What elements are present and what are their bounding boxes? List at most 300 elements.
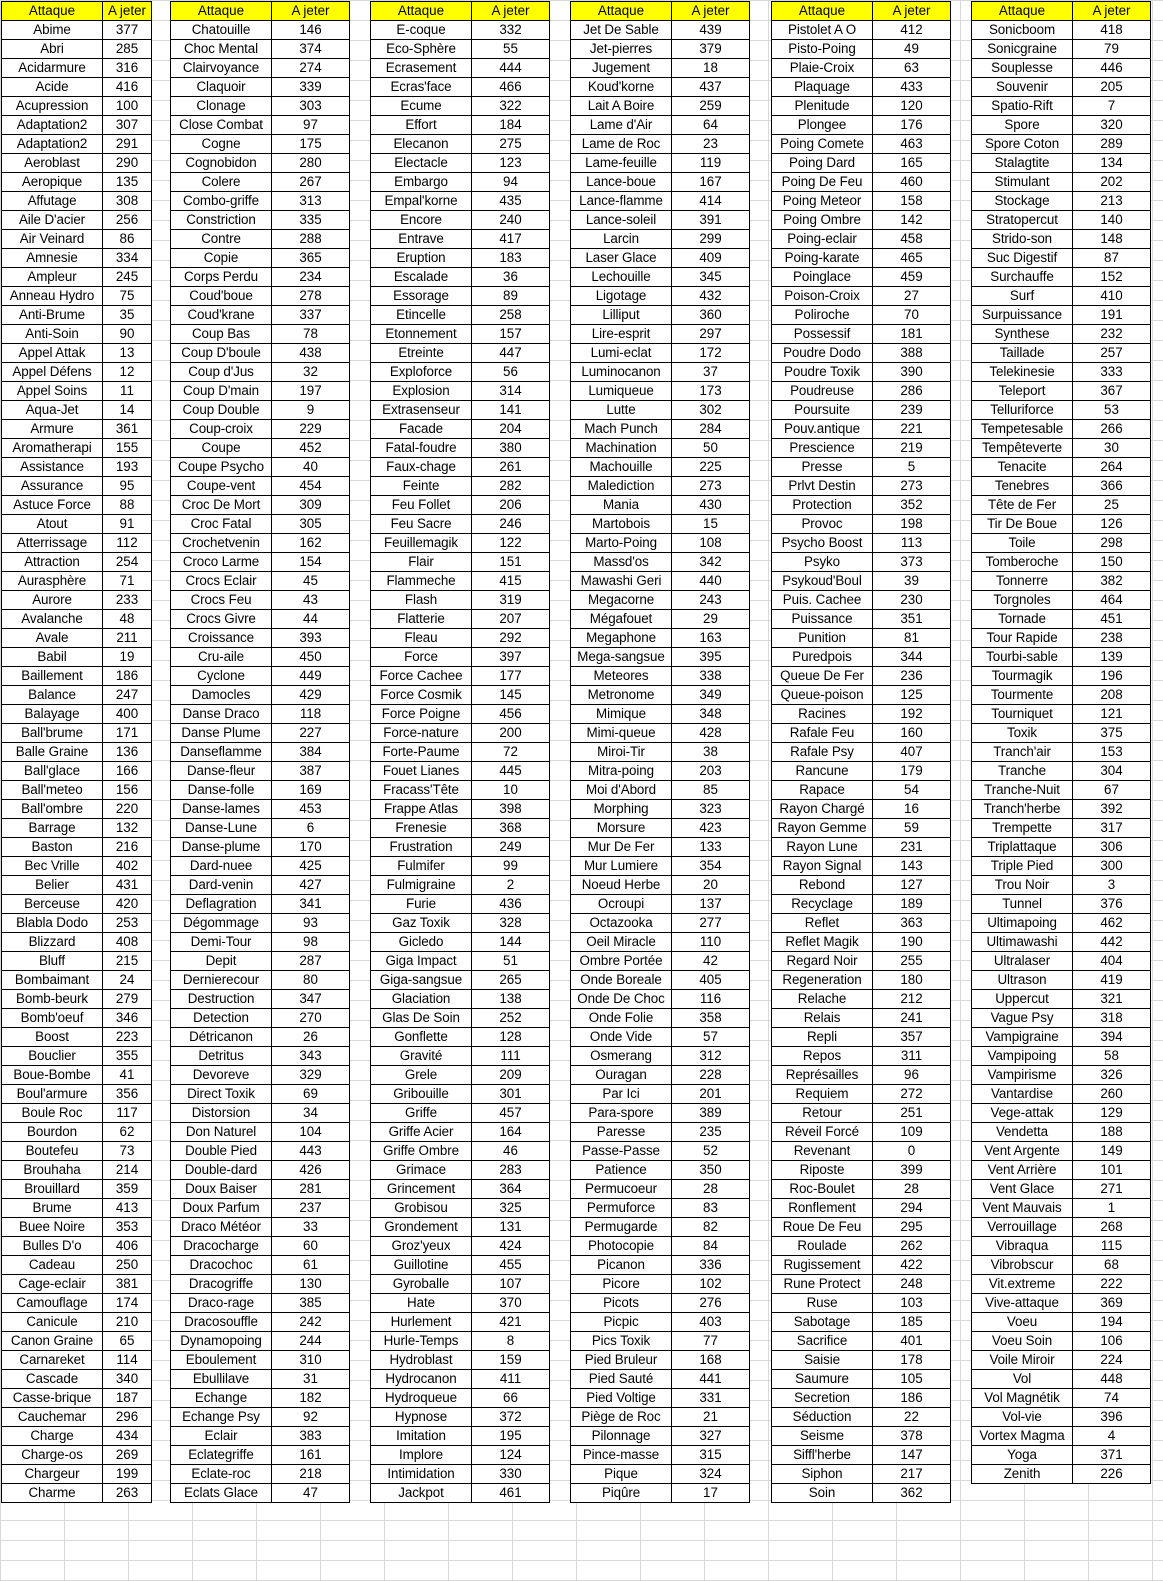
attack-name-cell[interactable]: Lame d'Air [571, 116, 672, 135]
throw-value-cell[interactable]: 7 [1073, 97, 1151, 116]
attack-name-cell[interactable]: Puredpois [772, 648, 873, 667]
throw-value-cell[interactable]: 183 [472, 249, 550, 268]
throw-value-cell[interactable]: 35 [103, 306, 152, 325]
attack-name-cell[interactable]: Affutage [2, 192, 103, 211]
attack-name-cell[interactable]: Rayon Signal [772, 857, 873, 876]
attack-name-cell[interactable]: Racines [772, 705, 873, 724]
throw-value-cell[interactable]: 184 [472, 116, 550, 135]
attack-name-cell[interactable]: Exploforce [371, 363, 472, 382]
attack-name-cell[interactable]: Luminocanon [571, 363, 672, 382]
throw-value-cell[interactable]: 106 [1073, 1332, 1151, 1351]
throw-value-cell[interactable]: 381 [103, 1275, 152, 1294]
throw-value-cell[interactable]: 6 [272, 819, 350, 838]
attack-name-cell[interactable]: Fulmigraine [371, 876, 472, 895]
attack-name-cell[interactable]: Groz'yeux [371, 1237, 472, 1256]
throw-value-cell[interactable]: 113 [873, 534, 951, 553]
attack-name-cell[interactable]: Morsure [571, 819, 672, 838]
attack-name-cell[interactable]: Puissance [772, 610, 873, 629]
throw-value-cell[interactable]: 248 [873, 1275, 951, 1294]
attack-name-cell[interactable]: Balayage [2, 705, 103, 724]
attack-name-cell[interactable]: Revenant [772, 1142, 873, 1161]
attack-name-cell[interactable]: Barrage [2, 819, 103, 838]
throw-value-cell[interactable]: 409 [672, 249, 750, 268]
attack-name-cell[interactable]: Synthese [972, 325, 1073, 344]
throw-value-cell[interactable]: 347 [272, 990, 350, 1009]
throw-value-cell[interactable]: 418 [1073, 21, 1151, 40]
throw-value-cell[interactable]: 295 [873, 1218, 951, 1237]
attack-name-cell[interactable]: Facade [371, 420, 472, 439]
attack-name-cell[interactable]: Boul'armure [2, 1085, 103, 1104]
attack-name-cell[interactable]: Cascade [2, 1370, 103, 1389]
attack-name-cell[interactable]: Blabla Dodo [2, 914, 103, 933]
throw-value-cell[interactable]: 403 [672, 1313, 750, 1332]
throw-value-cell[interactable]: 462 [1073, 914, 1151, 933]
throw-value-cell[interactable]: 34 [272, 1104, 350, 1123]
attack-name-cell[interactable]: Ebullilave [171, 1370, 272, 1389]
attack-name-cell[interactable]: Flash [371, 591, 472, 610]
attack-name-cell[interactable]: Rafale Psy [772, 743, 873, 762]
throw-value-cell[interactable]: 375 [1073, 724, 1151, 743]
attack-name-cell[interactable]: Balle Graine [2, 743, 103, 762]
attack-name-cell[interactable]: Flair [371, 553, 472, 572]
throw-value-cell[interactable]: 126 [1073, 515, 1151, 534]
throw-value-cell[interactable]: 82 [672, 1218, 750, 1237]
attack-name-cell[interactable]: Griffe Ombre [371, 1142, 472, 1161]
attack-name-cell[interactable]: Ampleur [2, 268, 103, 287]
throw-value-cell[interactable]: 211 [103, 629, 152, 648]
attack-name-cell[interactable]: Feinte [371, 477, 472, 496]
attack-header[interactable]: Attaque [371, 2, 472, 21]
throw-value-cell[interactable]: 397 [472, 648, 550, 667]
throw-value-cell[interactable]: 384 [272, 743, 350, 762]
throw-value-cell[interactable]: 116 [672, 990, 750, 1009]
attack-name-cell[interactable]: Ecrasement [371, 59, 472, 78]
throw-value-cell[interactable]: 135 [103, 173, 152, 192]
throw-value-cell[interactable]: 266 [1073, 420, 1151, 439]
attack-name-cell[interactable]: Bluff [2, 952, 103, 971]
attack-name-cell[interactable]: Eruption [371, 249, 472, 268]
attack-name-cell[interactable]: Teleport [972, 382, 1073, 401]
attack-name-cell[interactable]: Attraction [2, 553, 103, 572]
attack-name-cell[interactable]: Anti-Soin [2, 325, 103, 344]
throw-value-cell[interactable]: 238 [1073, 629, 1151, 648]
throw-value-cell[interactable]: 260 [1073, 1085, 1151, 1104]
attack-name-cell[interactable]: Retour [772, 1104, 873, 1123]
throw-value-cell[interactable]: 319 [472, 591, 550, 610]
attack-name-cell[interactable]: Coud'boue [171, 287, 272, 306]
throw-value-cell[interactable]: 401 [873, 1332, 951, 1351]
attack-name-cell[interactable]: Frenesie [371, 819, 472, 838]
attack-name-cell[interactable]: Adaptation2 [2, 135, 103, 154]
attack-name-cell[interactable]: Feuillemagik [371, 534, 472, 553]
throw-value-cell[interactable]: 287 [272, 952, 350, 971]
attack-name-cell[interactable]: Entrave [371, 230, 472, 249]
throw-value-cell[interactable]: 417 [472, 230, 550, 249]
attack-name-cell[interactable]: Bouclier [2, 1047, 103, 1066]
throw-value-cell[interactable]: 321 [1073, 990, 1151, 1009]
attack-name-cell[interactable]: Charge-os [2, 1446, 103, 1465]
attack-name-cell[interactable]: Poudre Toxik [772, 363, 873, 382]
throw-value-cell[interactable]: 147 [873, 1446, 951, 1465]
attack-name-cell[interactable]: Jugement [571, 59, 672, 78]
throw-value-cell[interactable]: 85 [672, 781, 750, 800]
throw-value-cell[interactable]: 379 [672, 40, 750, 59]
throw-value-cell[interactable]: 285 [103, 40, 152, 59]
attack-name-cell[interactable]: Tempetesable [972, 420, 1073, 439]
attack-name-cell[interactable]: Charge [2, 1427, 103, 1446]
throw-value-cell[interactable]: 355 [103, 1047, 152, 1066]
throw-value-cell[interactable]: 407 [873, 743, 951, 762]
throw-value-cell[interactable]: 158 [873, 192, 951, 211]
throw-value-cell[interactable]: 62 [103, 1123, 152, 1142]
attack-name-cell[interactable]: Pouv.antique [772, 420, 873, 439]
attack-name-cell[interactable]: Réveil Forcé [772, 1123, 873, 1142]
attack-name-cell[interactable]: Tranche [972, 762, 1073, 781]
throw-value-cell[interactable]: 303 [272, 97, 350, 116]
throw-value-cell[interactable]: 218 [272, 1465, 350, 1484]
throw-value-cell[interactable]: 345 [672, 268, 750, 287]
throw-value-cell[interactable]: 198 [873, 515, 951, 534]
attack-name-cell[interactable]: Crocs Feu [171, 591, 272, 610]
throw-value-cell[interactable]: 318 [1073, 1009, 1151, 1028]
throw-value-cell[interactable]: 314 [472, 382, 550, 401]
attack-name-cell[interactable]: Devoreve [171, 1066, 272, 1085]
throw-value-cell[interactable]: 187 [103, 1389, 152, 1408]
attack-name-cell[interactable]: Adaptation2 [2, 116, 103, 135]
throw-value-cell[interactable]: 195 [472, 1427, 550, 1446]
throw-value-cell[interactable]: 75 [103, 287, 152, 306]
attack-name-cell[interactable]: Telluriforce [972, 401, 1073, 420]
throw-value-cell[interactable]: 463 [873, 135, 951, 154]
throw-value-cell[interactable]: 423 [672, 819, 750, 838]
attack-name-cell[interactable]: Rafale Feu [772, 724, 873, 743]
throw-value-cell[interactable]: 30 [1073, 439, 1151, 458]
attack-name-cell[interactable]: Poing Meteor [772, 192, 873, 211]
throw-value-cell[interactable]: 92 [272, 1408, 350, 1427]
attack-name-cell[interactable]: Vent Argente [972, 1142, 1073, 1161]
throw-value-cell[interactable]: 265 [472, 971, 550, 990]
throw-value-cell[interactable]: 80 [272, 971, 350, 990]
throw-value-cell[interactable]: 219 [873, 439, 951, 458]
throw-value-cell[interactable]: 302 [672, 401, 750, 420]
attack-name-cell[interactable]: Fleau [371, 629, 472, 648]
attack-name-cell[interactable]: Mach Punch [571, 420, 672, 439]
throw-value-cell[interactable]: 239 [873, 401, 951, 420]
attack-name-cell[interactable]: Force Cosmik [371, 686, 472, 705]
attack-name-cell[interactable]: Assistance [2, 458, 103, 477]
throw-value-cell[interactable]: 128 [472, 1028, 550, 1047]
attack-name-cell[interactable]: Force Poigne [371, 705, 472, 724]
throw-value-cell[interactable]: 426 [272, 1161, 350, 1180]
throw-value-cell[interactable]: 37 [672, 363, 750, 382]
attack-name-cell[interactable]: Babil [2, 648, 103, 667]
throw-value-cell[interactable]: 390 [873, 363, 951, 382]
attack-name-cell[interactable]: E-coque [371, 21, 472, 40]
throw-value-cell[interactable]: 203 [672, 762, 750, 781]
throw-value-cell[interactable]: 185 [873, 1313, 951, 1332]
throw-value-cell[interactable]: 46 [472, 1142, 550, 1161]
attack-name-cell[interactable]: Ultimawashi [972, 933, 1073, 952]
throw-value-cell[interactable]: 360 [672, 306, 750, 325]
throw-value-cell[interactable]: 223 [103, 1028, 152, 1047]
throw-value-cell[interactable]: 210 [103, 1313, 152, 1332]
attack-name-cell[interactable]: Piqûre [571, 1484, 672, 1503]
attack-name-cell[interactable]: Noeud Herbe [571, 876, 672, 895]
attack-name-cell[interactable]: Stratopercut [972, 211, 1073, 230]
throw-value-cell[interactable]: 276 [672, 1294, 750, 1313]
attack-name-cell[interactable]: Photocopie [571, 1237, 672, 1256]
attack-name-cell[interactable]: Megaphone [571, 629, 672, 648]
throw-value-cell[interactable]: 40 [272, 458, 350, 477]
throw-value-cell[interactable]: 431 [103, 876, 152, 895]
attack-name-cell[interactable]: Ecume [371, 97, 472, 116]
attack-name-cell[interactable]: Gicledo [371, 933, 472, 952]
throw-value-cell[interactable]: 221 [873, 420, 951, 439]
throw-value-cell[interactable]: 143 [873, 857, 951, 876]
throw-value-cell[interactable]: 2 [472, 876, 550, 895]
throw-value-cell[interactable]: 282 [472, 477, 550, 496]
attack-name-cell[interactable]: Draco-rage [171, 1294, 272, 1313]
attack-name-cell[interactable]: Malediction [571, 477, 672, 496]
throw-value-cell[interactable]: 427 [272, 876, 350, 895]
attack-name-cell[interactable]: Vortex Magma [972, 1427, 1073, 1446]
throw-value-cell[interactable]: 425 [272, 857, 350, 876]
attack-name-cell[interactable]: Lance-soleil [571, 211, 672, 230]
throw-value-cell[interactable]: 317 [1073, 819, 1151, 838]
attack-header[interactable]: Attaque [772, 2, 873, 21]
attack-name-cell[interactable]: Roue De Feu [772, 1218, 873, 1237]
attack-name-cell[interactable]: Plongee [772, 116, 873, 135]
throw-value-cell[interactable]: 394 [1073, 1028, 1151, 1047]
attack-name-cell[interactable]: Metronome [571, 686, 672, 705]
attack-name-cell[interactable]: Vit.extreme [972, 1275, 1073, 1294]
attack-name-cell[interactable]: Tunnel [972, 895, 1073, 914]
attack-name-cell[interactable]: Avalanche [2, 610, 103, 629]
throw-value-cell[interactable]: 336 [672, 1256, 750, 1275]
throw-value-cell[interactable]: 229 [272, 420, 350, 439]
throw-value-cell[interactable]: 382 [1073, 572, 1151, 591]
attack-name-cell[interactable]: Patience [571, 1161, 672, 1180]
throw-value-cell[interactable]: 49 [873, 40, 951, 59]
attack-name-cell[interactable]: Eboulement [171, 1351, 272, 1370]
attack-name-cell[interactable]: Plaie-Croix [772, 59, 873, 78]
attack-name-cell[interactable]: Baillement [2, 667, 103, 686]
attack-name-cell[interactable]: Prescience [772, 439, 873, 458]
throw-value-cell[interactable]: 380 [472, 439, 550, 458]
throw-header[interactable]: A jeter [472, 2, 550, 21]
throw-value-cell[interactable]: 101 [1073, 1161, 1151, 1180]
throw-value-cell[interactable]: 396 [1073, 1408, 1151, 1427]
attack-name-cell[interactable]: Lumiqueue [571, 382, 672, 401]
throw-value-cell[interactable]: 353 [103, 1218, 152, 1237]
attack-name-cell[interactable]: Uppercut [972, 990, 1073, 1009]
throw-value-cell[interactable]: 122 [472, 534, 550, 553]
throw-value-cell[interactable]: 18 [672, 59, 750, 78]
throw-value-cell[interactable]: 263 [103, 1484, 152, 1503]
throw-value-cell[interactable]: 301 [472, 1085, 550, 1104]
attack-name-cell[interactable]: Detritus [171, 1047, 272, 1066]
throw-value-cell[interactable]: 8 [472, 1332, 550, 1351]
throw-value-cell[interactable]: 174 [103, 1294, 152, 1313]
attack-name-cell[interactable]: Oeil Miracle [571, 933, 672, 952]
throw-value-cell[interactable]: 279 [103, 990, 152, 1009]
attack-name-cell[interactable]: Tenacite [972, 458, 1073, 477]
throw-value-cell[interactable]: 428 [672, 724, 750, 743]
attack-name-cell[interactable]: Protection [772, 496, 873, 515]
attack-name-cell[interactable]: Fracass'Tête [371, 781, 472, 800]
throw-value-cell[interactable]: 164 [472, 1123, 550, 1142]
throw-value-cell[interactable]: 207 [472, 610, 550, 629]
throw-value-cell[interactable]: 378 [873, 1427, 951, 1446]
attack-name-cell[interactable]: Rebond [772, 876, 873, 895]
attack-name-cell[interactable]: Boule Roc [2, 1104, 103, 1123]
attack-name-cell[interactable]: Damocles [171, 686, 272, 705]
attack-name-cell[interactable]: Tranch'herbe [972, 800, 1073, 819]
throw-value-cell[interactable]: 383 [272, 1427, 350, 1446]
attack-name-cell[interactable]: Avale [2, 629, 103, 648]
throw-value-cell[interactable]: 246 [472, 515, 550, 534]
attack-name-cell[interactable]: Lait A Boire [571, 97, 672, 116]
attack-name-cell[interactable]: Depit [171, 952, 272, 971]
attack-name-cell[interactable]: Stockage [972, 192, 1073, 211]
throw-value-cell[interactable]: 14 [103, 401, 152, 420]
attack-name-cell[interactable]: Buee Noire [2, 1218, 103, 1237]
throw-value-cell[interactable]: 436 [472, 895, 550, 914]
throw-value-cell[interactable]: 55 [472, 40, 550, 59]
throw-header[interactable]: A jeter [873, 2, 951, 21]
attack-name-cell[interactable]: Siphon [772, 1465, 873, 1484]
attack-name-cell[interactable]: Vent Arrière [972, 1161, 1073, 1180]
attack-name-cell[interactable]: Ball'brume [2, 724, 103, 743]
throw-value-cell[interactable]: 339 [272, 78, 350, 97]
attack-name-cell[interactable]: Vendetta [972, 1123, 1073, 1142]
attack-name-cell[interactable]: Mitra-poing [571, 762, 672, 781]
throw-value-cell[interactable]: 189 [873, 895, 951, 914]
attack-name-cell[interactable]: Ouragan [571, 1066, 672, 1085]
throw-value-cell[interactable]: 25 [1073, 496, 1151, 515]
attack-name-cell[interactable]: Soin [772, 1484, 873, 1503]
throw-value-cell[interactable]: 159 [472, 1351, 550, 1370]
attack-name-cell[interactable]: Croc Fatal [171, 515, 272, 534]
attack-name-cell[interactable]: Surpuissance [972, 306, 1073, 325]
throw-value-cell[interactable]: 150 [1073, 553, 1151, 572]
attack-name-cell[interactable]: Plenitude [772, 97, 873, 116]
attack-name-cell[interactable]: Plaquage [772, 78, 873, 97]
throw-value-cell[interactable]: 358 [672, 1009, 750, 1028]
throw-value-cell[interactable]: 177 [472, 667, 550, 686]
attack-name-cell[interactable]: Brouhaha [2, 1161, 103, 1180]
throw-value-cell[interactable]: 440 [672, 572, 750, 591]
attack-name-cell[interactable]: Contre [171, 230, 272, 249]
attack-name-cell[interactable]: Morphing [571, 800, 672, 819]
attack-name-cell[interactable]: Hydrocanon [371, 1370, 472, 1389]
attack-name-cell[interactable]: Séduction [772, 1408, 873, 1427]
attack-name-cell[interactable]: Air Veinard [2, 230, 103, 249]
attack-name-cell[interactable]: Saumure [772, 1370, 873, 1389]
throw-value-cell[interactable]: 408 [103, 933, 152, 952]
throw-value-cell[interactable]: 118 [272, 705, 350, 724]
attack-name-cell[interactable]: Souvenir [972, 78, 1073, 97]
throw-value-cell[interactable]: 277 [672, 914, 750, 933]
throw-value-cell[interactable]: 328 [472, 914, 550, 933]
throw-value-cell[interactable]: 77 [672, 1332, 750, 1351]
throw-value-cell[interactable]: 137 [672, 895, 750, 914]
throw-value-cell[interactable]: 367 [1073, 382, 1151, 401]
attack-name-cell[interactable]: Rapace [772, 781, 873, 800]
throw-value-cell[interactable]: 235 [672, 1123, 750, 1142]
throw-value-cell[interactable]: 370 [472, 1294, 550, 1313]
throw-value-cell[interactable]: 372 [472, 1408, 550, 1427]
throw-value-cell[interactable]: 140 [1073, 211, 1151, 230]
attack-name-cell[interactable]: Lilliput [571, 306, 672, 325]
attack-name-cell[interactable]: Regard Noir [772, 952, 873, 971]
attack-name-cell[interactable]: Cogne [171, 135, 272, 154]
attack-name-cell[interactable]: Colere [171, 173, 272, 192]
throw-value-cell[interactable]: 123 [472, 154, 550, 173]
throw-value-cell[interactable]: 343 [272, 1047, 350, 1066]
attack-name-cell[interactable]: Relais [772, 1009, 873, 1028]
throw-value-cell[interactable]: 52 [672, 1142, 750, 1161]
throw-value-cell[interactable]: 47 [272, 1484, 350, 1503]
attack-name-cell[interactable]: Onde Folie [571, 1009, 672, 1028]
attack-name-cell[interactable]: Pics Toxik [571, 1332, 672, 1351]
throw-value-cell[interactable]: 359 [103, 1180, 152, 1199]
throw-value-cell[interactable]: 88 [103, 496, 152, 515]
throw-value-cell[interactable]: 78 [272, 325, 350, 344]
throw-value-cell[interactable]: 338 [672, 667, 750, 686]
throw-value-cell[interactable]: 205 [1073, 78, 1151, 97]
throw-value-cell[interactable]: 212 [873, 990, 951, 1009]
attack-name-cell[interactable]: Larcin [571, 230, 672, 249]
attack-name-cell[interactable]: Glas De Soin [371, 1009, 472, 1028]
throw-value-cell[interactable]: 416 [103, 78, 152, 97]
attack-name-cell[interactable]: Requiem [772, 1085, 873, 1104]
attack-name-cell[interactable]: Eclategriffe [171, 1446, 272, 1465]
attack-name-cell[interactable]: Tête de Fer [972, 496, 1073, 515]
attack-name-cell[interactable]: Casse-brique [2, 1389, 103, 1408]
throw-value-cell[interactable]: 457 [472, 1104, 550, 1123]
attack-name-cell[interactable]: Megacorne [571, 591, 672, 610]
throw-value-cell[interactable]: 153 [1073, 743, 1151, 762]
attack-name-cell[interactable]: Reflet [772, 914, 873, 933]
attack-name-cell[interactable]: Ball'glace [2, 762, 103, 781]
throw-value-cell[interactable]: 29 [672, 610, 750, 629]
attack-name-cell[interactable]: Atout [2, 515, 103, 534]
throw-value-cell[interactable]: 342 [672, 553, 750, 572]
attack-name-cell[interactable]: Vampirisme [972, 1066, 1073, 1085]
attack-name-cell[interactable]: Rayon Gemme [772, 819, 873, 838]
attack-name-cell[interactable]: Lame de Roc [571, 135, 672, 154]
throw-value-cell[interactable]: 236 [873, 667, 951, 686]
throw-value-cell[interactable]: 325 [472, 1199, 550, 1218]
throw-value-cell[interactable]: 446 [1073, 59, 1151, 78]
attack-name-cell[interactable]: Danse-fleur [171, 762, 272, 781]
throw-value-cell[interactable]: 271 [1073, 1180, 1151, 1199]
attack-name-cell[interactable]: Explosion [371, 382, 472, 401]
attack-name-cell[interactable]: Amnesie [2, 249, 103, 268]
attack-name-cell[interactable]: Poursuite [772, 401, 873, 420]
attack-name-cell[interactable]: Pistolet A O [772, 21, 873, 40]
attack-name-cell[interactable]: Torgnoles [972, 591, 1073, 610]
attack-name-cell[interactable]: Poudre Dodo [772, 344, 873, 363]
throw-value-cell[interactable]: 412 [873, 21, 951, 40]
attack-name-cell[interactable]: Reflet Magik [772, 933, 873, 952]
attack-name-cell[interactable]: Hurlement [371, 1313, 472, 1332]
attack-name-cell[interactable]: Relache [772, 990, 873, 1009]
attack-name-cell[interactable]: Hurle-Temps [371, 1332, 472, 1351]
attack-name-cell[interactable]: Eco-Sphère [371, 40, 472, 59]
attack-name-cell[interactable]: Canicule [2, 1313, 103, 1332]
